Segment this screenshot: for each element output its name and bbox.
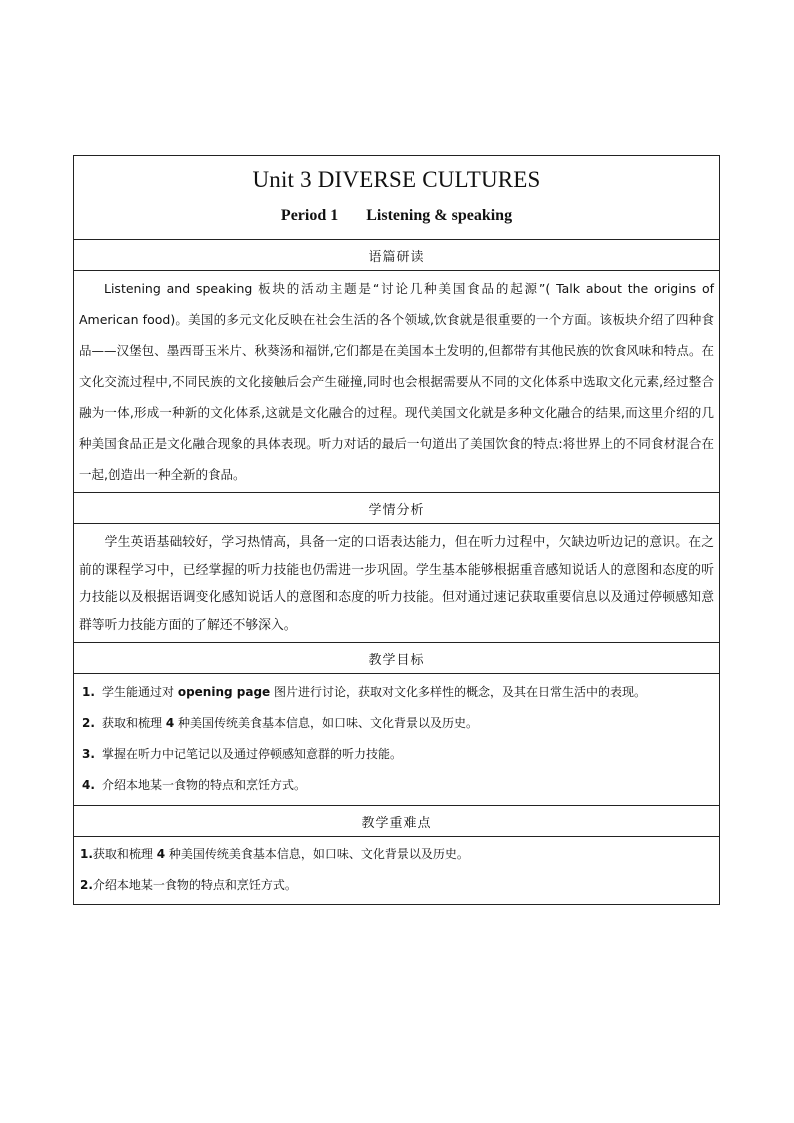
item-number: 1. [82,685,95,699]
item-number: 3. [82,747,95,761]
lesson-plan-table [73,155,720,905]
section-heading-objectives: 教学目标 [74,643,720,674]
key-points-cell [74,837,720,905]
list-item [82,739,711,770]
learner-analysis-cell [74,524,720,643]
item-bold-text: 4 [165,716,175,730]
list-item [80,839,713,870]
item-number: 2. [80,878,93,892]
objectives-cell [74,674,720,806]
item-number: 1. [80,847,93,861]
item-text-cont: 图片进行讨论，获取对文化多样性的概念，及其在日常生活中的表现。 [270,685,647,699]
period-number: Period 1 [280,207,339,224]
item-text: 学生能通过对 [102,685,178,699]
title-cell [74,156,720,240]
item-text: 获取和梳理 [92,847,157,861]
text-study-cell [74,271,720,493]
period-topic: Listening & speaking [366,207,513,224]
item-text: 介绍本地某一食物的特点和烹饪方式。 [102,778,307,792]
list-item [82,770,711,801]
unit-title: Unit 3 DIVERSE CULTURES [252,167,541,192]
item-text: 掌握在听力中记笔记以及通过停顿感知意群的听力技能。 [102,747,403,761]
item-text: 介绍本地某一食物的特点和烹饪方式。 [92,878,297,892]
objectives-list [74,674,719,805]
key-points-list [74,837,719,904]
section-heading-text-study: 语篇研读 [74,240,720,271]
list-item [82,677,711,708]
item-text-cont: 种美国传统美食基本信息，如口味、文化背景以及历史。 [165,847,469,861]
item-text: 获取和梳理 [102,716,166,730]
section-heading-learner-analysis: 学情分析 [74,493,720,524]
period-line [74,207,719,225]
item-text-cont: 种美国传统美食基本信息，如口味、文化背景以及历史。 [174,716,479,730]
item-number: 4. [82,778,95,792]
list-item [82,708,711,739]
item-bold-text: 4 [156,847,166,861]
list-item [80,870,713,901]
text-study-paragraph: Listening and speaking 板块的活动主题是“讨论几种美国食品的起源”( Talk about the origins of American food)。美国的多元文化反映在社会生活的各个领域,饮食就是很重要的一个方面。该板块介绍了四种食品——汉堡包、墨西哥玉米片、秋葵汤和福饼,它们都是在美国本土发明的,但都带有其他民族的饮食风味和特点。在文化交流过程中,不同民族的文化接触后会产生碰撞,同时也会根据需要从不同的文化体系中选取文化元素,经过整合融为一体,形成一种新的文化体系,这就是文化融合的过程。现代美国文化就是多种文化融合的结果,而这里介绍的几种美国食品正是文化融合现象的具体表现。听力对话的最后一句道出了美国饮食的特点:将世界上的不同食材混合在一起,创造出一种全新的食品。 [79,281,714,482]
item-bold-text: opening page [177,685,271,699]
section-heading-key-points: 教学重难点 [74,806,720,837]
learner-analysis-paragraph: 学生英语基础较好，学习热情高，具备一定的口语表达能力，但在听力过程中，欠缺边听边记的意识。在之前的课程学习中，已经掌握的听力技能也仍需进一步巩固。学生基本能够根据重音感知说话人的意图和态度的听力技能以及根据语调变化感知说话人的意图和态度的听力技能。但对通过速记获取重要信息以及通过停顿感知意群等听力技能方面的了解还不够深入。 [79,535,714,633]
item-number: 2. [82,716,95,730]
